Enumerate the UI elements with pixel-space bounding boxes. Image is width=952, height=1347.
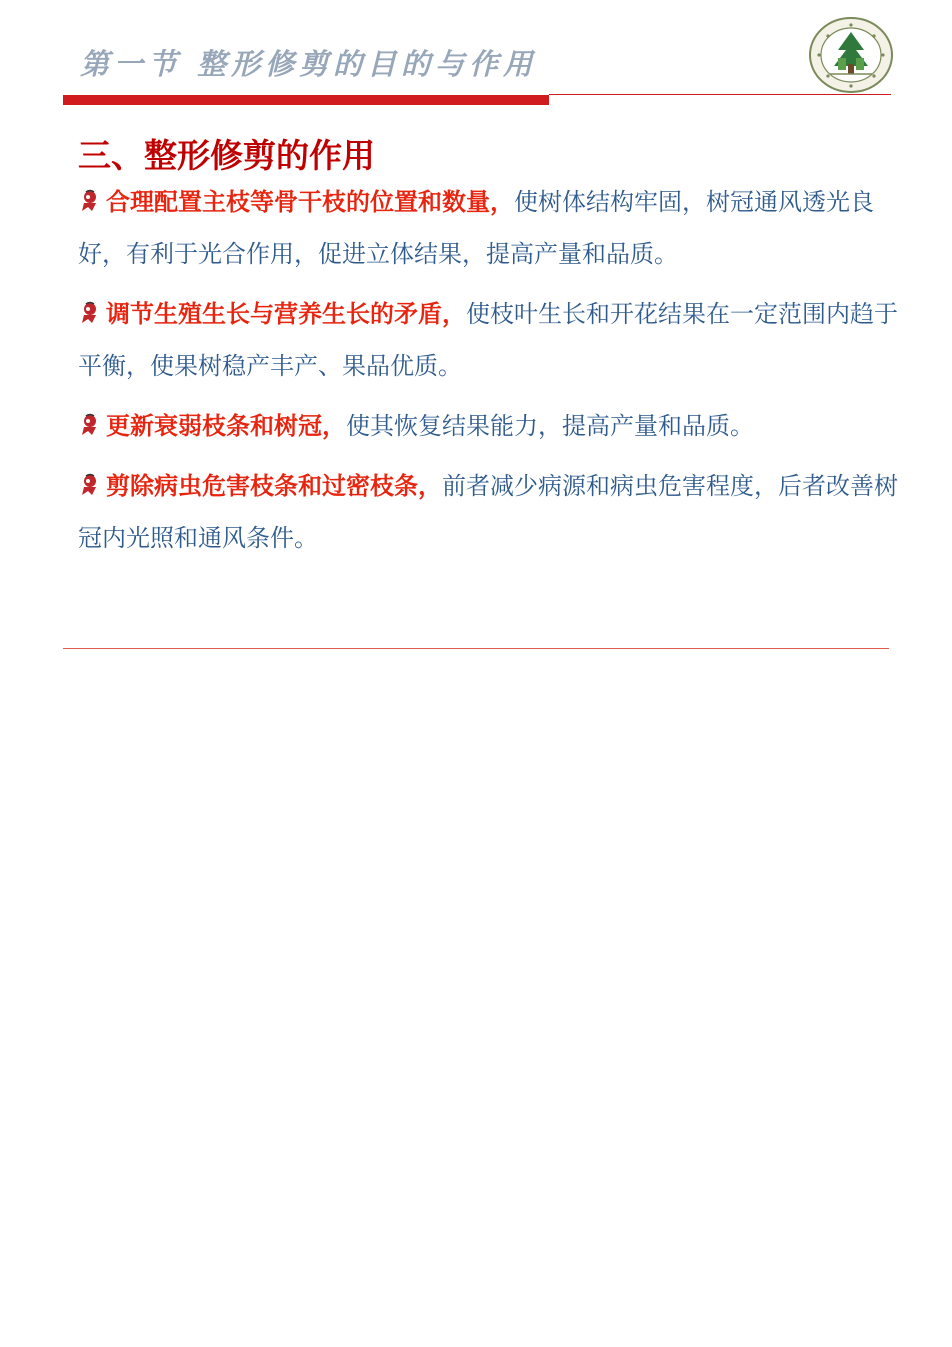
mascot-bullet-icon xyxy=(78,413,102,437)
header-accent-bar xyxy=(63,95,549,105)
list-item xyxy=(78,400,898,452)
bullet-emphasis: 调节生殖生长与营养生长的矛盾， xyxy=(106,300,466,328)
footer-divider-line xyxy=(63,648,889,649)
section-heading: 三、整形修剪的作用 xyxy=(78,136,375,175)
bullet-list xyxy=(78,176,898,572)
list-item xyxy=(78,176,898,280)
mascot-bullet-icon xyxy=(78,189,102,213)
bullet-text: 使其恢复结果能力，提高产量和品质。 xyxy=(346,412,754,440)
mascot-bullet-icon xyxy=(78,473,102,497)
bullet-text: 使枝叶生长和开花结果在一定范围内趋于平衡，使果树稳产丰产、果品优质。 xyxy=(78,300,898,380)
bullet-emphasis: 更新衰弱枝条和树冠， xyxy=(106,412,346,440)
bullet-emphasis: 合理配置主枝等骨干枝的位置和数量， xyxy=(106,188,514,216)
mascot-bullet-icon xyxy=(78,301,102,325)
list-item xyxy=(78,460,898,564)
bullet-text: 使树体结构牢固，树冠通风透光良好，有利于光合作用，促进立体结果，提高产量和品质。 xyxy=(78,188,874,268)
bullet-emphasis: 剪除病虫危害枝条和过密枝条， xyxy=(106,472,442,500)
header-divider-line xyxy=(549,94,891,95)
list-item xyxy=(78,288,898,392)
page-header-title: 第一节 整形修剪的目的与作用 xyxy=(80,47,538,81)
university-seal-icon xyxy=(808,16,894,94)
bullet-text: 前者减少病源和病虫危害程度，后者改善树冠内光照和通风条件。 xyxy=(78,472,898,552)
